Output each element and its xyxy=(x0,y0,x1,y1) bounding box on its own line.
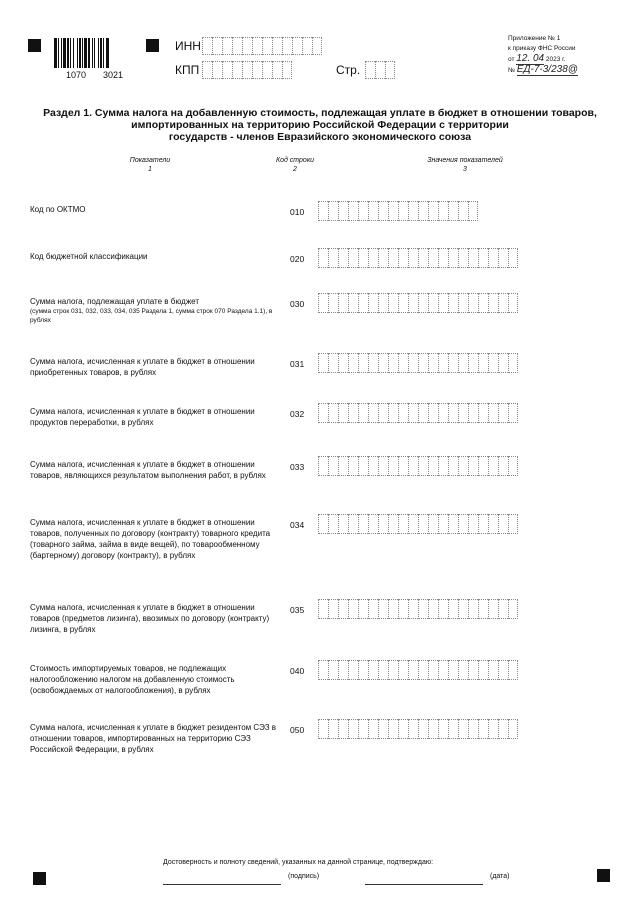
comb-cell[interactable] xyxy=(398,293,408,313)
row-note-030: (сумма строк 031, 032, 033, 034, 035 Раздела 1, сумма строк 070 Раздела 1.1), в рублях xyxy=(30,308,273,324)
comb-cell[interactable] xyxy=(368,403,378,423)
comb-cell[interactable] xyxy=(328,660,338,680)
barcode-number-left: 1070 xyxy=(66,70,87,80)
comb-cell[interactable] xyxy=(222,37,232,55)
comb-cell[interactable] xyxy=(438,293,448,313)
section-title-line-1: Раздел 1. Сумма налога на добавленную стоимость, подлежащая уплате в бюджет в отношении товаров, xyxy=(43,107,597,119)
comb-cell[interactable] xyxy=(388,403,398,423)
value-cells-030[interactable] xyxy=(318,293,518,313)
value-cells-010[interactable] xyxy=(318,201,478,221)
comb-cell[interactable] xyxy=(368,248,378,268)
comb-cell[interactable] xyxy=(488,353,498,373)
comb-cell[interactable] xyxy=(508,353,518,373)
row-code-034: 034 xyxy=(290,520,305,530)
comb-cell[interactable] xyxy=(378,248,388,268)
comb-cell[interactable] xyxy=(378,201,388,221)
comb-cell[interactable] xyxy=(488,719,498,739)
comb-cell[interactable] xyxy=(408,403,418,423)
section-title-line-3: государств - членов Евразийского экономического союза xyxy=(168,131,472,143)
row-label-034: Сумма налога, исчисленная к уплате в бюджет в отношении товаров, полученных по договору (контракту) товарного кредита (товарного займа, займа в виде вещей), по товарообменному (бартерному) договору (контракту), в рублях xyxy=(30,518,271,560)
comb-cell[interactable] xyxy=(338,248,348,268)
comb-cell[interactable] xyxy=(368,599,378,619)
comb-cell[interactable] xyxy=(378,456,388,476)
comb-cell[interactable] xyxy=(498,599,508,619)
comb-cell[interactable] xyxy=(212,61,222,79)
comb-cell[interactable] xyxy=(338,403,348,423)
footer-confirm-text: Достоверность и полноту сведений, указанных на данной странице, подтверждаю: xyxy=(163,859,434,866)
comb-cell[interactable] xyxy=(328,719,338,739)
comb-cell[interactable] xyxy=(318,293,328,313)
row-label-031: Сумма налога, исчисленная к уплате в бюджет в отношении приобретенных товаров, в рублях xyxy=(30,357,255,377)
page-label: Стр. xyxy=(336,63,361,77)
barcode-number-right: 3021 xyxy=(103,70,124,80)
comb-cell[interactable] xyxy=(338,599,348,619)
comb-cell[interactable] xyxy=(368,514,378,534)
comb-cell[interactable] xyxy=(488,660,498,680)
comb-cell[interactable] xyxy=(458,353,468,373)
comb-cell[interactable] xyxy=(398,456,408,476)
comb-cell[interactable] xyxy=(368,660,378,680)
comb-cell[interactable] xyxy=(252,61,262,79)
comb-cell[interactable] xyxy=(388,514,398,534)
barcode-stripe xyxy=(109,38,110,68)
value-cells-050[interactable] xyxy=(318,719,518,739)
comb-cell[interactable] xyxy=(458,660,468,680)
comb-cell[interactable] xyxy=(358,403,368,423)
comb-cell[interactable] xyxy=(338,201,348,221)
annex-line-1: Приложение № 1 xyxy=(508,35,561,42)
comb-cell[interactable] xyxy=(498,293,508,313)
comb-cell[interactable] xyxy=(328,403,338,423)
row-code-050: 050 xyxy=(290,725,305,735)
comb-cell[interactable] xyxy=(378,514,388,534)
comb-cell[interactable] xyxy=(468,514,478,534)
comb-cell[interactable] xyxy=(318,353,328,373)
comb-cell[interactable] xyxy=(408,456,418,476)
comb-cell[interactable] xyxy=(448,514,458,534)
comb-cell[interactable] xyxy=(318,719,328,739)
comb-cell[interactable] xyxy=(468,660,478,680)
comb-cell[interactable] xyxy=(488,456,498,476)
comb-cell[interactable] xyxy=(408,353,418,373)
comb-cell[interactable] xyxy=(368,719,378,739)
comb-cell[interactable] xyxy=(448,660,458,680)
comb-cell[interactable] xyxy=(438,719,448,739)
comb-cell[interactable] xyxy=(498,353,508,373)
comb-cell[interactable] xyxy=(418,293,428,313)
comb-cell[interactable] xyxy=(378,719,388,739)
comb-cell[interactable] xyxy=(318,248,328,268)
value-cells-035[interactable] xyxy=(318,599,518,619)
comb-cell[interactable] xyxy=(262,37,272,55)
comb-cell[interactable] xyxy=(358,248,368,268)
section-title xyxy=(30,107,610,143)
comb-cell[interactable] xyxy=(242,37,252,55)
comb-cell[interactable] xyxy=(368,293,378,313)
comb-cell[interactable] xyxy=(508,514,518,534)
comb-cell[interactable] xyxy=(398,514,408,534)
row-code-020: 020 xyxy=(290,254,305,264)
comb-cell[interactable] xyxy=(318,456,328,476)
comb-cell[interactable] xyxy=(408,201,418,221)
comb-cell[interactable] xyxy=(478,599,488,619)
comb-cell[interactable] xyxy=(428,660,438,680)
comb-cell[interactable] xyxy=(438,248,448,268)
comb-cell[interactable] xyxy=(478,353,488,373)
comb-cell[interactable] xyxy=(458,293,468,313)
comb-cell[interactable] xyxy=(375,61,385,79)
comb-cell[interactable] xyxy=(438,353,448,373)
value-cells-031[interactable] xyxy=(318,353,518,373)
comb-cell[interactable] xyxy=(378,353,388,373)
comb-cell[interactable] xyxy=(478,248,488,268)
comb-cell[interactable] xyxy=(318,514,328,534)
date-label: (дата) xyxy=(490,873,510,880)
comb-cell[interactable] xyxy=(448,599,458,619)
comb-cell[interactable] xyxy=(418,456,428,476)
annex-number-handwritten: ЕД-7-3/238@ xyxy=(516,64,578,75)
comb-cell[interactable] xyxy=(428,403,438,423)
comb-cell[interactable] xyxy=(328,599,338,619)
comb-cell[interactable] xyxy=(488,248,498,268)
comb-cell[interactable] xyxy=(438,201,448,221)
comb-cell[interactable] xyxy=(508,599,518,619)
comb-cell[interactable] xyxy=(358,201,368,221)
comb-cell[interactable] xyxy=(328,293,338,313)
kpp-cells[interactable] xyxy=(202,61,292,79)
comb-cell[interactable] xyxy=(388,719,398,739)
comb-cell[interactable] xyxy=(348,719,358,739)
comb-cell[interactable] xyxy=(468,403,478,423)
value-cells-020[interactable] xyxy=(318,248,518,268)
comb-cell[interactable] xyxy=(428,248,438,268)
comb-cell[interactable] xyxy=(328,456,338,476)
comb-cell[interactable] xyxy=(202,37,212,55)
comb-cell[interactable] xyxy=(318,599,328,619)
comb-cell[interactable] xyxy=(458,599,468,619)
comb-cell[interactable] xyxy=(272,61,282,79)
comb-cell[interactable] xyxy=(348,456,358,476)
comb-cell[interactable] xyxy=(385,61,395,79)
comb-cell[interactable] xyxy=(282,61,292,79)
annex-from-label: от xyxy=(508,56,515,63)
row-code-035: 035 xyxy=(290,605,305,615)
comb-cell[interactable] xyxy=(468,293,478,313)
comb-cell[interactable] xyxy=(318,403,328,423)
page-number-cells[interactable] xyxy=(365,61,395,79)
comb-cell[interactable] xyxy=(282,37,292,55)
kpp-label: КПП xyxy=(175,63,200,77)
corner-marker-top-left xyxy=(28,39,41,52)
comb-cell[interactable] xyxy=(438,403,448,423)
row-code-010: 010 xyxy=(290,207,305,217)
comb-cell[interactable] xyxy=(338,456,348,476)
comb-cell[interactable] xyxy=(358,293,368,313)
comb-cell[interactable] xyxy=(378,403,388,423)
annex-number-line xyxy=(508,65,578,76)
row-code-040: 040 xyxy=(290,666,305,676)
corner-marker-bottom-right xyxy=(597,869,610,882)
comb-cell[interactable] xyxy=(438,660,448,680)
comb-cell[interactable] xyxy=(438,456,448,476)
annex-line-2: к приказу ФНС России xyxy=(508,45,576,52)
comb-cell[interactable] xyxy=(468,456,478,476)
comb-cell[interactable] xyxy=(448,248,458,268)
comb-cell[interactable] xyxy=(398,599,408,619)
comb-cell[interactable] xyxy=(365,61,375,79)
comb-cell[interactable] xyxy=(458,514,468,534)
comb-cell[interactable] xyxy=(358,353,368,373)
comb-cell[interactable] xyxy=(508,293,518,313)
comb-cell[interactable] xyxy=(358,599,368,619)
comb-cell[interactable] xyxy=(438,514,448,534)
comb-cell[interactable] xyxy=(252,37,262,55)
annex-year: 2023 г. xyxy=(545,56,566,63)
comb-cell[interactable] xyxy=(328,514,338,534)
comb-cell[interactable] xyxy=(478,660,488,680)
comb-cell[interactable] xyxy=(232,61,242,79)
comb-cell[interactable] xyxy=(408,719,418,739)
comb-cell[interactable] xyxy=(418,403,428,423)
row-code-030: 030 xyxy=(290,299,305,309)
comb-cell[interactable] xyxy=(498,403,508,423)
comb-cell[interactable] xyxy=(428,719,438,739)
comb-cell[interactable] xyxy=(272,37,282,55)
comb-cell[interactable] xyxy=(478,293,488,313)
comb-cell[interactable] xyxy=(348,201,358,221)
comb-cell[interactable] xyxy=(338,353,348,373)
comb-cell[interactable] xyxy=(418,599,428,619)
comb-cell[interactable] xyxy=(212,37,222,55)
comb-cell[interactable] xyxy=(408,514,418,534)
row-label-033: Сумма налога, исчисленная к уплате в бюджет в отношении товаров, являющихся результатом выполнения работ, в рублях xyxy=(30,460,266,480)
comb-cell[interactable] xyxy=(468,201,478,221)
comb-cell[interactable] xyxy=(508,248,518,268)
column-header-line-code: Код строки 2 xyxy=(275,157,315,173)
comb-cell[interactable] xyxy=(328,248,338,268)
comb-cell[interactable] xyxy=(448,456,458,476)
comb-cell[interactable] xyxy=(478,403,488,423)
comb-cell[interactable] xyxy=(378,599,388,619)
section-title-line-2: импортированных на территорию Российской Федерации с территории xyxy=(131,119,509,131)
comb-cell[interactable] xyxy=(348,514,358,534)
comb-cell[interactable] xyxy=(448,353,458,373)
comb-cell[interactable] xyxy=(418,660,428,680)
comb-cell[interactable] xyxy=(348,599,358,619)
comb-cell[interactable] xyxy=(348,660,358,680)
comb-cell[interactable] xyxy=(448,403,458,423)
comb-cell[interactable] xyxy=(468,353,478,373)
value-cells-032[interactable] xyxy=(318,403,518,423)
comb-cell[interactable] xyxy=(388,293,398,313)
barcode xyxy=(54,38,130,68)
comb-cell[interactable] xyxy=(448,201,458,221)
comb-cell[interactable] xyxy=(428,353,438,373)
comb-cell[interactable] xyxy=(388,599,398,619)
comb-cell[interactable] xyxy=(408,599,418,619)
inn-label: ИНН xyxy=(175,39,201,53)
row-label-050: Сумма налога, исчисленная к уплате в бюджет резидентом СЭЗ в отношении товаров, импортированных на территорию СЭЗ Российской Федерации, в рублях xyxy=(30,723,277,754)
comb-cell[interactable] xyxy=(358,456,368,476)
comb-cell[interactable] xyxy=(478,456,488,476)
comb-cell[interactable] xyxy=(222,61,232,79)
row-code-033: 033 xyxy=(290,462,305,472)
comb-cell[interactable] xyxy=(428,201,438,221)
comb-cell[interactable] xyxy=(478,719,488,739)
comb-cell[interactable] xyxy=(498,719,508,739)
comb-cell[interactable] xyxy=(508,719,518,739)
comb-cell[interactable] xyxy=(508,403,518,423)
comb-cell[interactable] xyxy=(202,61,212,79)
corner-marker-bottom-left xyxy=(33,872,46,885)
row-label-020: Код бюджетной классификации xyxy=(30,252,148,261)
comb-cell[interactable] xyxy=(398,201,408,221)
comb-cell[interactable] xyxy=(448,719,458,739)
comb-cell[interactable] xyxy=(408,293,418,313)
comb-cell[interactable] xyxy=(418,514,428,534)
comb-cell[interactable] xyxy=(408,660,418,680)
comb-cell[interactable] xyxy=(468,248,478,268)
comb-cell[interactable] xyxy=(388,456,398,476)
comb-cell[interactable] xyxy=(398,719,408,739)
comb-cell[interactable] xyxy=(488,403,498,423)
signature-label: (подпись) xyxy=(288,873,320,880)
comb-cell[interactable] xyxy=(388,353,398,373)
comb-cell[interactable] xyxy=(368,456,378,476)
comb-cell[interactable] xyxy=(262,61,272,79)
comb-cell[interactable] xyxy=(398,248,408,268)
comb-cell[interactable] xyxy=(348,248,358,268)
comb-cell[interactable] xyxy=(378,293,388,313)
comb-cell[interactable] xyxy=(312,37,322,55)
comb-cell[interactable] xyxy=(498,514,508,534)
comb-cell[interactable] xyxy=(468,719,478,739)
comb-cell[interactable] xyxy=(488,293,498,313)
comb-cell[interactable] xyxy=(318,201,328,221)
comb-cell[interactable] xyxy=(458,248,468,268)
comb-cell[interactable] xyxy=(418,719,428,739)
value-cells-033[interactable] xyxy=(318,456,518,476)
comb-cell[interactable] xyxy=(398,403,408,423)
comb-cell[interactable] xyxy=(448,293,458,313)
row-label-032: Сумма налога, исчисленная к уплате в бюджет в отношении продуктов переработки, в рублях xyxy=(30,407,255,427)
comb-cell[interactable] xyxy=(398,353,408,373)
signature-line[interactable] xyxy=(163,884,281,885)
column-header-indicators: Показатели 1 xyxy=(129,157,171,173)
annex-block xyxy=(508,34,578,76)
annex-number-label: № xyxy=(508,67,515,74)
comb-cell[interactable] xyxy=(428,456,438,476)
comb-cell[interactable] xyxy=(358,514,368,534)
comb-cell[interactable] xyxy=(368,353,378,373)
comb-cell[interactable] xyxy=(498,456,508,476)
comb-cell[interactable] xyxy=(388,660,398,680)
comb-cell[interactable] xyxy=(488,599,498,619)
comb-cell[interactable] xyxy=(388,248,398,268)
comb-cell[interactable] xyxy=(348,353,358,373)
comb-cell[interactable] xyxy=(488,514,498,534)
comb-cell[interactable] xyxy=(458,719,468,739)
comb-cell[interactable] xyxy=(368,201,378,221)
comb-cell[interactable] xyxy=(498,660,508,680)
comb-cell[interactable] xyxy=(338,719,348,739)
inn-cells[interactable] xyxy=(202,37,322,55)
comb-cell[interactable] xyxy=(358,719,368,739)
comb-cell[interactable] xyxy=(428,514,438,534)
comb-cell[interactable] xyxy=(318,660,328,680)
annex-date-handwritten: 12. 04 xyxy=(516,53,545,64)
comb-cell[interactable] xyxy=(338,514,348,534)
comb-cell[interactable] xyxy=(242,61,252,79)
date-line[interactable] xyxy=(365,884,483,885)
value-cells-040[interactable] xyxy=(318,660,518,680)
row-code-031: 031 xyxy=(290,359,305,369)
comb-cell[interactable] xyxy=(338,660,348,680)
comb-cell[interactable] xyxy=(388,201,398,221)
corner-marker-top-middle xyxy=(146,39,159,52)
comb-cell[interactable] xyxy=(348,403,358,423)
row-label-030: Сумма налога, подлежащая уплате в бюджет (сумма строк 031, 032, 033, 034, 035 Раздела 1, сумма строк 070 Раздела 1.1), в рублях xyxy=(30,296,280,325)
comb-cell[interactable] xyxy=(292,37,302,55)
comb-cell[interactable] xyxy=(508,660,518,680)
comb-cell[interactable] xyxy=(428,599,438,619)
comb-cell[interactable] xyxy=(302,37,312,55)
comb-cell[interactable] xyxy=(338,293,348,313)
row-label-035: Сумма налога, исчисленная к уплате в бюджет в отношении товаров (предметов лизинга), ввозимых по договору (контракту) лизинга, в рублях xyxy=(30,603,270,634)
row-label-040: Стоимость импортируемых товаров, не подлежащих налогообложению налогом на добавленную стоимость (освобождаемых от налогообложения), в рублях xyxy=(30,664,235,695)
comb-cell[interactable] xyxy=(438,599,448,619)
comb-cell[interactable] xyxy=(232,37,242,55)
comb-cell[interactable] xyxy=(458,456,468,476)
column-header-values: Значения показателей 3 xyxy=(427,157,503,173)
comb-cell[interactable] xyxy=(328,201,338,221)
comb-cell[interactable] xyxy=(418,248,428,268)
comb-cell[interactable] xyxy=(398,660,408,680)
comb-cell[interactable] xyxy=(418,201,428,221)
comb-cell[interactable] xyxy=(468,599,478,619)
comb-cell[interactable] xyxy=(358,660,368,680)
row-code-032: 032 xyxy=(290,409,305,419)
value-cells-034[interactable] xyxy=(318,514,518,534)
comb-cell[interactable] xyxy=(378,660,388,680)
comb-cell[interactable] xyxy=(418,353,428,373)
comb-cell[interactable] xyxy=(458,201,468,221)
comb-cell[interactable] xyxy=(348,293,358,313)
comb-cell[interactable] xyxy=(408,248,418,268)
row-label-010: Код по ОКТМО xyxy=(30,205,86,214)
comb-cell[interactable] xyxy=(498,248,508,268)
comb-cell[interactable] xyxy=(478,514,488,534)
comb-cell[interactable] xyxy=(508,456,518,476)
comb-cell[interactable] xyxy=(428,293,438,313)
comb-cell[interactable] xyxy=(458,403,468,423)
comb-cell[interactable] xyxy=(328,353,338,373)
